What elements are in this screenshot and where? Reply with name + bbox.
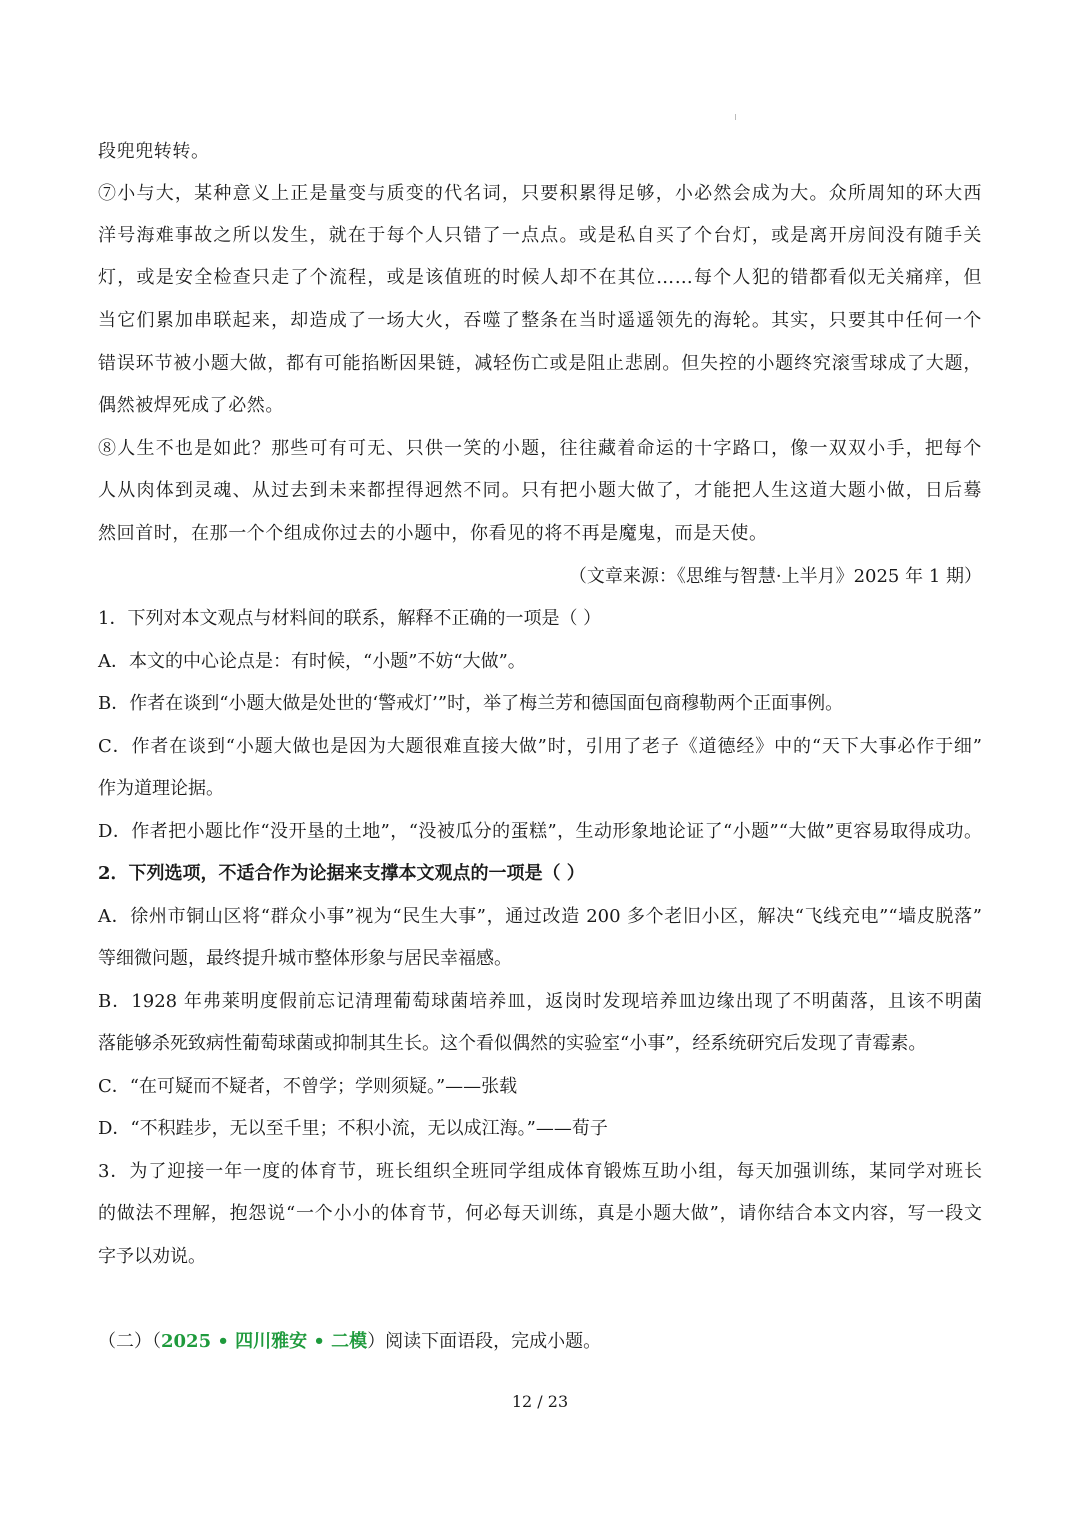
question-stem: 1．下列对本文观点与材料间的联系，解释不正确的一项是（ ） xyxy=(98,608,602,629)
option-c: C．“在可疑而不疑者，不曾学；学则须疑。”——张载 xyxy=(98,1076,518,1097)
article-line: ⑦小与大，某种意义上正是量变与质变的代名词，只要积累得足够，小必然会成为大。众所周知的环大西 xyxy=(98,183,982,204)
option-d: D．“不积跬步，无以至千里；不积小流，无以成江海。”——荀子 xyxy=(98,1118,608,1139)
article-line: 洋号海难事故之所以发生，就在于每个人只错了一点点。或是私自买了个台灯，或是离开房间没有随手关 xyxy=(98,225,982,246)
article-line: 段兜兜转转。 xyxy=(98,141,210,162)
section-suffix: ）阅读下面语段，完成小题。 xyxy=(367,1331,602,1352)
article-line: 当它们累加串联起来，却造成了一场大火，吞噬了整条在当时遥遥领先的海轮。其实，只要其中任何一个 xyxy=(98,310,982,331)
question-text: 的做法不理解，抱怨说“一个小小的体育节，何必每天训练，真是小题大做”，请你结合本文内容，写一段文 xyxy=(98,1203,982,1224)
option-c-continued: 作为道理论据。 xyxy=(98,778,224,799)
article-line: ⑧人生不也是如此？那些可有可无、只供一笑的小题，往往藏着命运的十字路口，像一双双小手，把每个 xyxy=(98,438,982,459)
option-b-continued: 落能够杀死致病性葡萄球菌或抑制其生长。这个看似偶然的实验室“小事”，经系统研究后发现了青霉素。 xyxy=(98,1033,927,1054)
question-text: 3．为了迎接一年一度的体育节，班长组织全班同学组成体育锻炼互助小组，每天加强训练，某同学对班长 xyxy=(98,1161,982,1182)
option-a: A．徐州市铜山区将“群众小事”视为“民生大事”，通过改造 200 多个老旧小区，解决“飞线充电”“墙皮脱落” xyxy=(98,906,982,927)
section-prefix: （二）（ xyxy=(98,1331,161,1352)
scan-mark xyxy=(735,114,736,120)
option-a: A．本文的中心论点是：有时候，“小题”不妨“大做”。 xyxy=(98,651,526,672)
question-stem: 2．下列选项，不适合作为论据来支撑本文观点的一项是（ ） xyxy=(98,863,585,884)
option-c: C．作者在谈到“小题大做也是因为大题很难直接大做”时，引用了老子《道德经》中的“天下大事必作于细” xyxy=(98,736,982,757)
option-b: B．作者在谈到“小题大做是处世的‘警戒灯’”时，举了梅兰芳和德国面包商穆勒两个正面事例。 xyxy=(98,693,844,714)
option-a-continued: 等细微问题，最终提升城市整体形象与居民幸福感。 xyxy=(98,948,512,969)
page-number: 12 / 23 xyxy=(511,1392,569,1411)
option-b: B．1928 年弗莱明度假前忘记清理葡萄球菌培养皿，返岗时发现培养皿边缘出现了不明菌落，且该不明菌 xyxy=(98,991,982,1012)
article-line: 人从肉体到灵魂、从过去到未来都捏得迥然不同。只有把小题大做了，才能把人生这道大题小做，日后蓦 xyxy=(98,480,982,501)
section-2-heading xyxy=(98,1330,982,1354)
article-line: 灯，或是安全检查只走了个流程，或是该值班的时候人却不在其位……每个人犯的错都看似无关痛痒，但 xyxy=(98,267,982,288)
article-line: 偶然被焊死成了必然。 xyxy=(98,395,284,416)
article-source: （文章来源：《思维与智慧·上半月》2025 年 1 期） xyxy=(568,566,982,587)
question-text: 字予以劝说。 xyxy=(98,1246,206,1267)
article-line: 然回首时，在那一个个组成你过去的小题中，你看见的将不再是魔鬼，而是天使。 xyxy=(98,523,768,544)
article-line: 错误环节被小题大做，都有可能掐断因果链，减轻伤亡或是阻止悲剧。但失控的小题终究滚雪球成了大题， xyxy=(98,353,982,374)
section-source-tag: 2025 • 四川雅安 • 二模 xyxy=(161,1331,368,1352)
option-d: D．作者把小题比作“没开垦的土地”，“没被瓜分的蛋糕”，生动形象地论证了“小题”“大做”更容易取得成功。 xyxy=(98,821,982,842)
